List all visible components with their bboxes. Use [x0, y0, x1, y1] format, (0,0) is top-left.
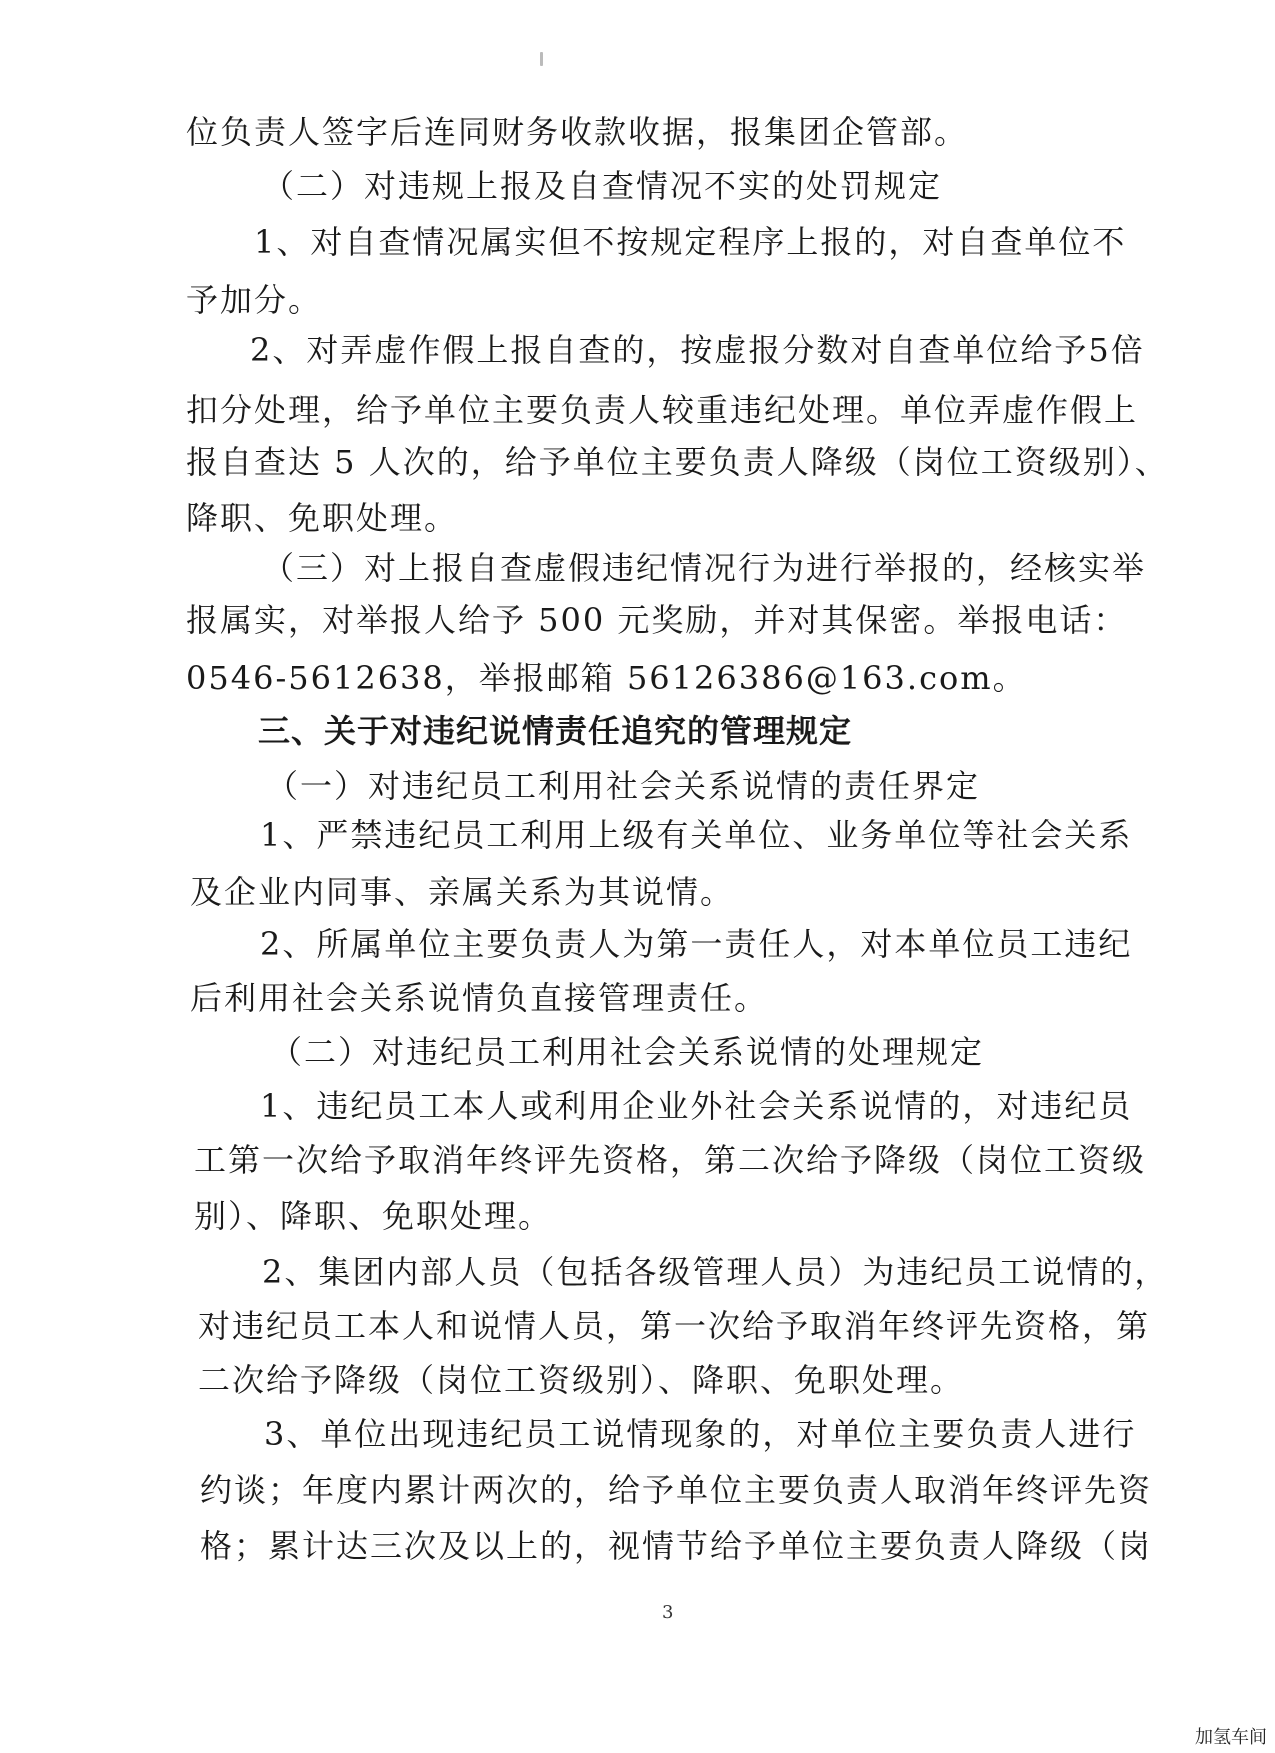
- text-line-21: 别）、降职、免职处理。: [194, 1197, 553, 1235]
- text-line-16: 2、所属单位主要负责人为第一责任人，对本单位员工违纪: [260, 925, 1133, 963]
- text-line-15: 及企业内同事、亲属关系为其说情。: [190, 873, 735, 911]
- text-line-23: 对违纪员工本人和说情人员，第一次给予取消年终评先资格，第: [198, 1307, 1151, 1345]
- text-line-26: 约谈；年度内累计两次的，给予单位主要负责人取消年终评先资: [200, 1471, 1153, 1509]
- text-line-14: 1、严禁违纪员工利用上级有关单位、业务单位等社会关系: [260, 816, 1133, 854]
- text-line-7: 报自查达 5 人次的，给予单位主要负责人降级（岗位工资级别）、: [186, 443, 1169, 481]
- text-line-22: 2、集团内部人员（包括各级管理人员）为违纪员工说情的，: [262, 1253, 1169, 1291]
- text-line-6: 扣分处理，给予单位主要负责人较重违纪处理。单位弄虚作假上: [186, 391, 1139, 429]
- text-line-24: 二次给予降级（岗位工资级别）、降职、免职处理。: [198, 1361, 965, 1399]
- text-line-8: 降职、免职处理。: [186, 499, 459, 537]
- text-line-3: 1、对自查情况属实但不按规定程序上报的，对自查单位不: [254, 223, 1127, 261]
- subheading-3-1: （一）对违纪员工利用社会关系说情的责任界定: [266, 767, 981, 805]
- text-line-1: 位负责人签字后连同财务收款收据，报集团企管部。: [186, 113, 969, 151]
- text-line-20: 工第一次给予取消年终评先资格，第二次给予降级（岗位工资级: [194, 1141, 1147, 1179]
- text-line-17: 后利用社会关系说情负直接管理责任。: [190, 979, 769, 1017]
- text-line-10: 报属实，对举报人给予 500 元奖励，并对其保密。举报电话：: [186, 601, 1128, 639]
- section-heading-3: 三、关于对违纪说情责任追究的管理规定: [258, 712, 853, 750]
- text-line-19: 1、违纪员工本人或利用企业外社会关系说情的，对违纪员: [260, 1087, 1133, 1125]
- text-line-11: 0546-5612638，举报邮箱 56126386@163.com。: [186, 659, 1027, 697]
- subheading-3: （三）对上报自查虚假违纪情况行为进行举报的，经核实举: [262, 549, 1147, 587]
- text-line-4: 予加分。: [186, 281, 323, 319]
- text-line-25: 3、单位出现违纪员工说情现象的，对单位主要负责人进行: [264, 1415, 1137, 1453]
- text-line-27: 格；累计达三次及以上的，视情节给予单位主要负责人降级（岗: [200, 1527, 1153, 1565]
- watermark-label: 加氢车间: [1195, 1727, 1267, 1748]
- subheading-2: （二）对违规上报及自查情况不实的处罚规定: [262, 167, 943, 205]
- page-number: 3: [662, 1602, 674, 1623]
- text-line-5: 2、对弄虚作假上报自查的，按虚报分数对自查单位给予5倍: [250, 331, 1145, 369]
- scan-speck: [540, 52, 543, 66]
- subheading-3-2: （二）对违纪员工利用社会关系说情的处理规定: [270, 1033, 985, 1071]
